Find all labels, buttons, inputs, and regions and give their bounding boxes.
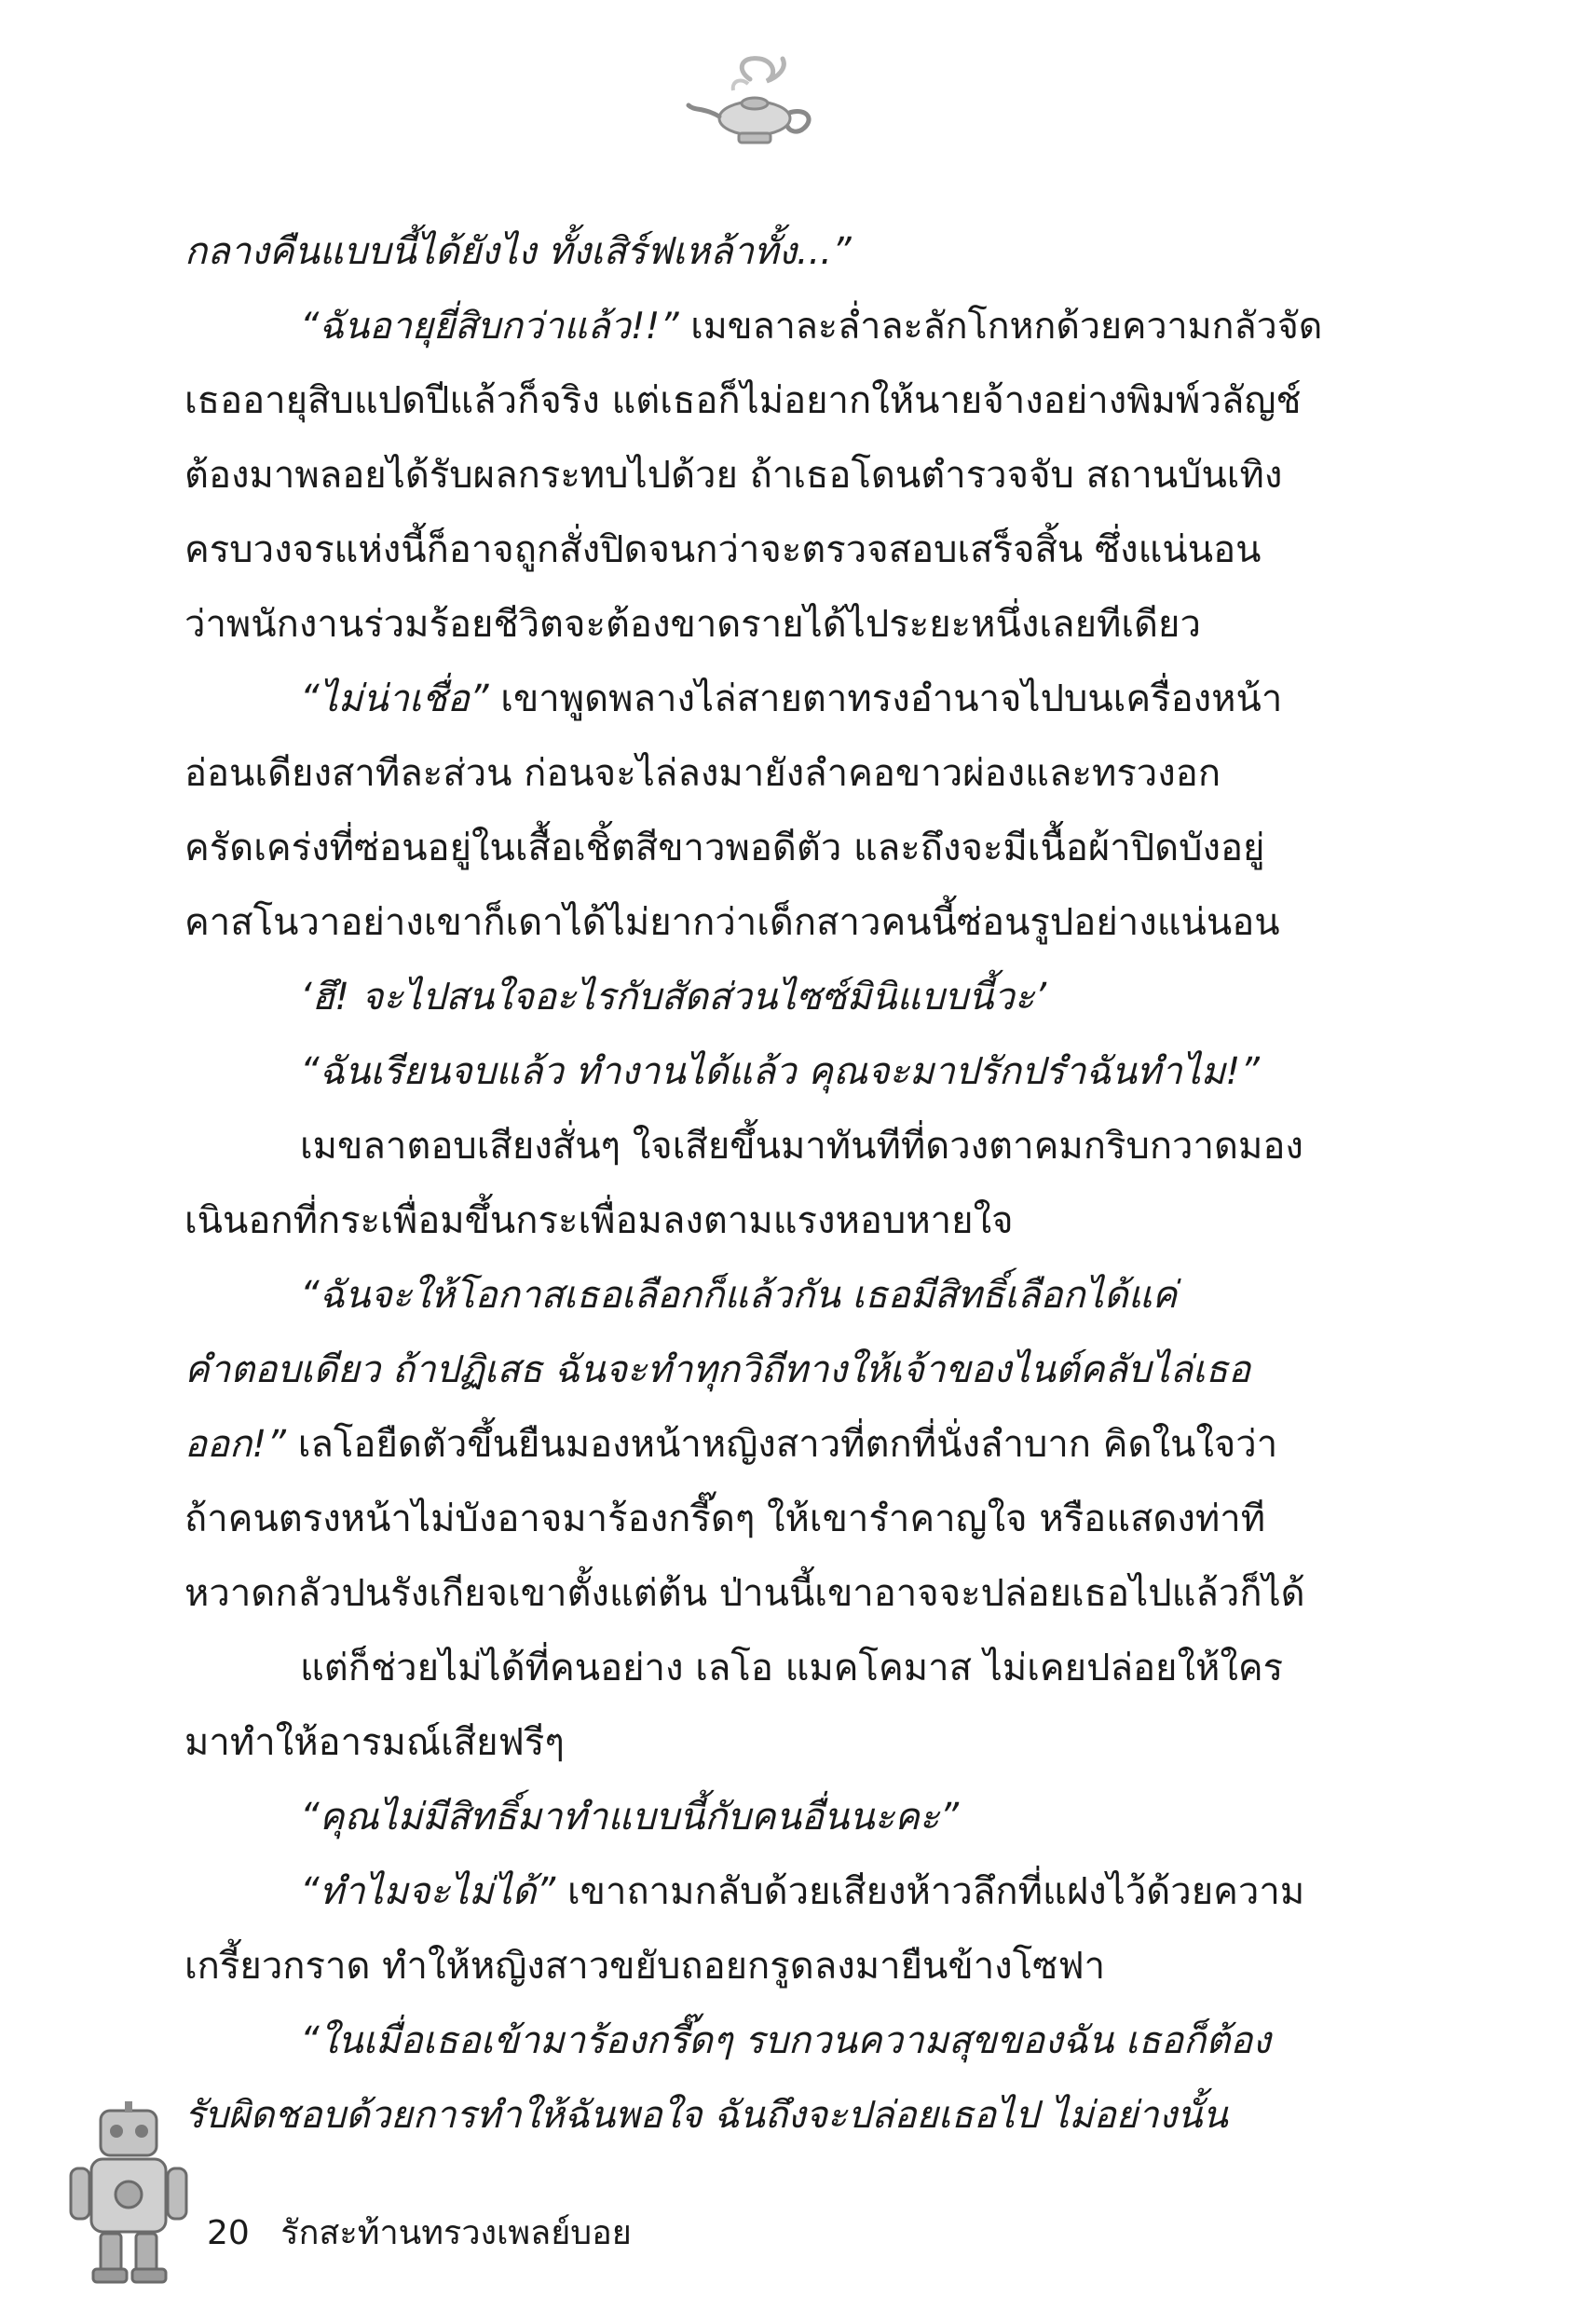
text-line [184,885,1323,960]
page-footer [207,2210,632,2257]
text-segment: ถ้าคนตรงหน้าไม่บังอาจมาร้องกรี๊ดๆ ให้เขารำคาญใจ หรือแสดงท่าที [184,1497,1266,1540]
book-title: รักสะท้านทรวงเพลย์บอย [280,2214,632,2252]
page-number: 20 [207,2214,250,2252]
text-segment: “ทำไมจะไม่ได้” [300,1870,556,1913]
text-segment: เขาถามกลับด้วยเสียงห้าวลึกที่แฝงไว้ด้วยความ [555,1870,1305,1913]
text-line [184,214,1323,289]
text-segment: “ฉันเรียนจบแล้ว ทำงานได้แล้ว คุณจะมาปรักปรำฉันทำไม!” [300,1050,1260,1093]
text-line [184,2003,1323,2078]
text-segment: เมขลาตอบเสียงสั่นๆ ใจเสียขึ้นมาทันทีที่ดวงตาคมกริบกวาดมอง [300,1125,1303,1168]
text-line [184,1780,1323,1854]
text-segment: เลโอยืดตัวขึ้นยืนมองหน้าหญิงสาวที่ตกที่นั่งลำบาก คิดในใจว่า [286,1423,1278,1466]
text-segment: ‘ฮึ! จะไปสนใจอะไรกับสัดส่วนไซซ์มินิแบบนี้วะ’ [300,976,1047,1019]
text-line [184,960,1323,1034]
text-line [184,662,1323,736]
text-segment: อ่อนเดียงสาทีละส่วน ก่อนจะไล่ลงมายังลำคอขาวผ่องและทรวงอก [184,752,1221,795]
text-segment: หวาดกลัวปนรังเกียจเขาตั้งแต่ต้น ป่านนี้เขาอาจจะปล่อยเธอไปแล้วก็ได้ [184,1572,1305,1615]
magic-lamp-icon [685,51,825,154]
text-line [184,289,1323,363]
text-line [184,1705,1323,1780]
text-segment: “คุณไม่มีสิทธิ์มาทำแบบนี้กับคนอื่นนะคะ” [300,1796,960,1839]
text-line [184,1183,1323,1258]
body-text [184,214,1323,2153]
text-line [184,513,1323,587]
text-line [184,1854,1323,1929]
text-segment: “ไม่น่าเชื่อ” [300,677,489,720]
text-segment: ต้องมาพลอยได้รับผลกระทบไปด้วย ถ้าเธอโดนตำรวจจับ สถานบันเทิง [184,454,1283,497]
text-segment: เนินอกที่กระเพื่อมขึ้นกระเพื่อมลงตามแรงหอบหายใจ [184,1199,1014,1242]
text-line [184,1407,1323,1482]
text-line [184,736,1323,811]
text-segment: “ฉันอายุยี่สิบกว่าแล้ว!!” [300,305,679,348]
robot-icon [65,2101,196,2288]
text-line [184,1556,1323,1631]
text-segment: แต่ก็ช่วยไม่ได้ที่คนอย่าง เลโอ แมคโคมาส ไม่เคยปล่อยให้ใคร [300,1647,1284,1689]
text-segment: ครบวงจรแห่งนี้ก็อาจถูกสั่งปิดจนกว่าจะตรวจสอบเสร็จสิ้น ซึ่งแน่นอน [184,528,1262,571]
text-segment: “ในเมื่อเธอเข้ามาร้องกรี๊ดๆ รบกวนความสุขของฉัน เธอก็ต้อง [300,2019,1271,2062]
text-segment: คาสโนวาอย่างเขาก็เดาได้ไม่ยากว่าเด็กสาวคนนี้ซ่อนรูปอย่างแน่นอน [184,901,1280,944]
text-segment: กลางคืนแบบนี้ได้ยังไง ทั้งเสิร์ฟเหล้าทั้ง...” [184,230,852,273]
text-segment: “ฉันจะให้โอกาสเธอเลือกก็แล้วกัน เธอมีสิทธิ์เลือกได้แค่ [300,1274,1178,1317]
text-line [184,438,1323,513]
text-line [184,1631,1323,1705]
text-line [184,811,1323,885]
text-line [184,1333,1323,1407]
text-line [184,1258,1323,1333]
text-segment: ครัดเคร่งที่ซ่อนอยู่ในเสื้อเชิ้ตสีขาวพอดีตัว และถึงจะมีเนื้อผ้าปิดบังอยู่ [184,827,1265,869]
text-line [184,1109,1323,1183]
text-segment: คำตอบเดียว ถ้าปฏิเสธ ฉันจะทำทุกวิถีทางให้เจ้าของไนต์คลับไล่เธอ [184,1348,1251,1391]
text-line [184,1482,1323,1556]
text-segment: ว่าพนักงานร่วมร้อยชีวิตจะต้องขาดรายได้ไประยะหนึ่งเลยทีเดียว [184,603,1201,646]
text-line [184,1034,1323,1109]
text-line [184,363,1323,438]
text-segment: เมขลาละล่ำละลักโกหกด้วยความกลัวจัด [678,305,1323,348]
text-segment: ออก!” [184,1423,287,1466]
text-line [184,2078,1323,2153]
text-segment: เขาพูดพลางไล่สายตาทรงอำนาจไปบนเครื่องหน้า [488,677,1283,720]
text-segment: รับผิดชอบด้วยการทำให้ฉันพอใจ ฉันถึงจะปล่อยเธอไป ไม่อย่างนั้น [184,2094,1228,2137]
text-line [184,1929,1323,2003]
text-line [184,587,1323,662]
text-segment: เกรี้ยวกราด ทำให้หญิงสาวขยับถอยกรูดลงมายืนข้างโซฟา [184,1945,1106,1988]
text-segment: มาทำให้อารมณ์เสียฟรีๆ [184,1721,565,1764]
text-segment: เธออายุสิบแปดปีแล้วก็จริง แต่เธอก็ไม่อยากให้นายจ้างอย่างพิมพ์วลัญช์ [184,379,1302,422]
